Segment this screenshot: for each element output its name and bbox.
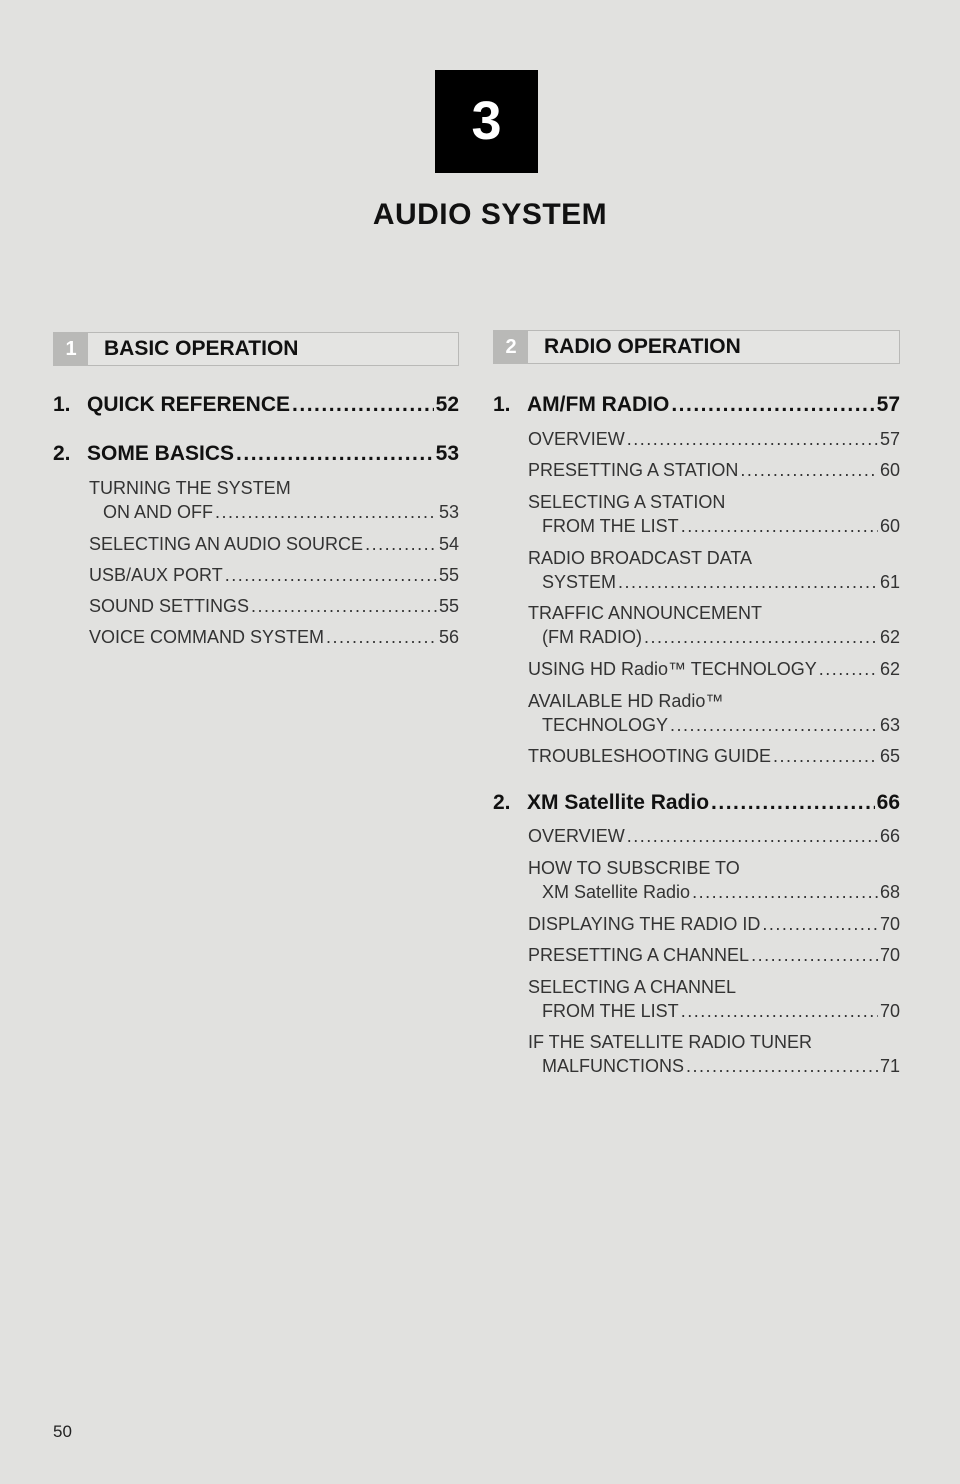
leader-dots <box>251 596 437 617</box>
entry-page: 66 <box>876 791 900 814</box>
toc-subentry-presetting-channel[interactable] <box>528 945 900 966</box>
leader-dots <box>618 572 878 593</box>
entry-label: TECHNOLOGY <box>542 715 669 735</box>
entry-page: 56 <box>438 627 459 647</box>
entry-label: TROUBLESHOOTING GUIDE <box>528 746 772 766</box>
toc-subentry-line1: TURNING THE SYSTEM <box>89 478 291 498</box>
entry-label: SYSTEM <box>542 572 617 592</box>
leader-dots <box>773 746 878 767</box>
leader-dots <box>644 627 878 648</box>
entry-page: 71 <box>879 1056 900 1076</box>
entry-page: 62 <box>879 627 900 647</box>
toc-subentry-xm-overview[interactable] <box>528 826 900 847</box>
entry-label: PRESETTING A CHANNEL <box>528 945 750 965</box>
toc-subentry-overview[interactable] <box>528 429 900 450</box>
entry-label: QUICK REFERENCE <box>87 393 291 416</box>
entry-label: SOME BASICS <box>87 442 235 465</box>
leader-dots <box>686 1056 878 1077</box>
entry-page: 53 <box>438 502 459 522</box>
entry-page: 70 <box>879 1001 900 1021</box>
entry-label: FROM THE LIST <box>542 1001 679 1021</box>
toc-subentry-traffic-announcement[interactable] <box>528 627 900 648</box>
entry-label: XM Satellite Radio <box>527 791 710 814</box>
entry-page: 65 <box>879 746 900 766</box>
toc-subentry-troubleshooting-guide[interactable] <box>528 746 900 767</box>
entry-label: SELECTING AN AUDIO SOURCE <box>89 534 364 554</box>
toc-subentry-selecting-audio-source[interactable] <box>89 534 459 555</box>
toc-subentry-line1: RADIO BROADCAST DATA <box>528 548 753 568</box>
chapter-title: AUDIO SYSTEM <box>372 198 608 231</box>
entry-label: (FM RADIO) <box>542 627 642 647</box>
toc-subentry-line1: TRAFFIC ANNOUNCEMENT <box>528 603 762 623</box>
entry-label: VOICE COMMAND SYSTEM <box>89 627 325 647</box>
toc-subentry-line1: HOW TO SUBSCRIBE TO <box>528 858 740 878</box>
entry-page: 57 <box>876 393 900 416</box>
leader-dots <box>681 516 878 537</box>
page-number: 50 <box>53 1422 72 1441</box>
leader-dots <box>751 945 878 966</box>
toc-subentry-line1: AVAILABLE HD Radio™ <box>528 691 724 711</box>
entry-page: 54 <box>438 534 459 554</box>
toc-subentry-usb-aux-port[interactable] <box>89 565 459 586</box>
entry-index: 2. <box>493 791 511 814</box>
leader-dots <box>692 882 878 903</box>
entry-label: AM/FM RADIO <box>527 393 670 416</box>
section-number: 1 <box>54 333 88 365</box>
entry-page: 66 <box>879 826 900 846</box>
toc-subentry-how-to-subscribe[interactable] <box>528 882 900 903</box>
section-title: RADIO OPERATION <box>544 335 741 358</box>
toc-entry-am-fm-radio[interactable] <box>493 393 900 417</box>
toc-subentry-selecting-station[interactable] <box>528 516 900 537</box>
leader-dots <box>225 565 437 586</box>
entry-label: DISPLAYING THE RADIO ID <box>528 914 761 934</box>
toc-entry-xm-satellite-radio[interactable] <box>493 791 900 815</box>
entry-page: 55 <box>438 565 459 585</box>
toc-entry-quick-reference[interactable] <box>53 393 459 417</box>
toc-entry-some-basics[interactable] <box>53 442 459 466</box>
leader-dots <box>627 429 878 450</box>
entry-page: 55 <box>438 596 459 616</box>
entry-index: 1. <box>493 393 511 416</box>
section-title: BASIC OPERATION <box>104 337 299 360</box>
toc-subentry-turning-system[interactable] <box>89 502 459 523</box>
entry-label: USING HD Radio™ TECHNOLOGY <box>528 659 817 679</box>
toc-subentry-radio-broadcast-data[interactable] <box>528 572 900 593</box>
toc-subentry-presetting-station[interactable] <box>528 460 900 481</box>
chapter-number-badge: 3 <box>435 70 538 173</box>
toc-subentry-voice-command-system[interactable] <box>89 627 459 648</box>
entry-page: 61 <box>879 572 900 592</box>
toc-subentry-line1: IF THE SATELLITE RADIO TUNER <box>528 1032 813 1052</box>
entry-page: 68 <box>879 882 900 902</box>
entry-index: 2. <box>53 442 71 465</box>
leader-dots <box>627 826 878 847</box>
leader-dots <box>670 715 878 736</box>
toc-subentry-selecting-channel[interactable] <box>528 1001 900 1022</box>
entry-page: 60 <box>879 460 900 480</box>
entry-label: MALFUNCTIONS <box>542 1056 685 1076</box>
leader-dots <box>236 442 434 466</box>
entry-page: 52 <box>435 393 459 416</box>
entry-index: 1. <box>53 393 71 416</box>
section-header-basic-operation <box>53 332 459 366</box>
toc-subentry-using-hd-radio[interactable] <box>528 659 900 680</box>
section-number: 2 <box>494 331 528 363</box>
entry-label: OVERVIEW <box>528 826 625 846</box>
leader-dots <box>326 627 437 648</box>
entry-page: 53 <box>435 442 459 465</box>
leader-dots <box>819 659 878 680</box>
entry-label: OVERVIEW <box>528 429 625 449</box>
leader-dots <box>215 502 437 523</box>
entry-label: ON AND OFF <box>103 502 214 522</box>
entry-page: 57 <box>879 429 900 449</box>
entry-label: FROM THE LIST <box>542 516 679 536</box>
entry-page: 62 <box>879 659 900 679</box>
entry-label: PRESETTING A STATION <box>528 460 739 480</box>
entry-page: 63 <box>879 715 900 735</box>
entry-label: SOUND SETTINGS <box>89 596 250 616</box>
entry-page: 60 <box>879 516 900 536</box>
leader-dots <box>711 791 875 815</box>
toc-subentry-available-hd-radio[interactable] <box>528 715 900 736</box>
toc-subentry-line1: SELECTING A STATION <box>528 492 726 512</box>
leader-dots <box>365 534 437 555</box>
entry-page: 70 <box>879 914 900 934</box>
entry-label: USB/AUX PORT <box>89 565 223 585</box>
leader-dots <box>292 393 434 417</box>
entry-label: XM Satellite Radio <box>542 882 691 902</box>
toc-subentry-sound-settings[interactable] <box>89 596 459 617</box>
section-header-radio-operation <box>493 330 900 364</box>
toc-subentry-tuner-malfunctions[interactable] <box>528 1056 900 1077</box>
toc-subentry-displaying-radio-id[interactable] <box>528 914 900 935</box>
leader-dots <box>681 1001 878 1022</box>
entry-page: 70 <box>879 945 900 965</box>
leader-dots <box>762 914 878 935</box>
leader-dots <box>740 460 878 481</box>
leader-dots <box>671 393 874 417</box>
toc-subentry-line1: SELECTING A CHANNEL <box>528 977 737 997</box>
